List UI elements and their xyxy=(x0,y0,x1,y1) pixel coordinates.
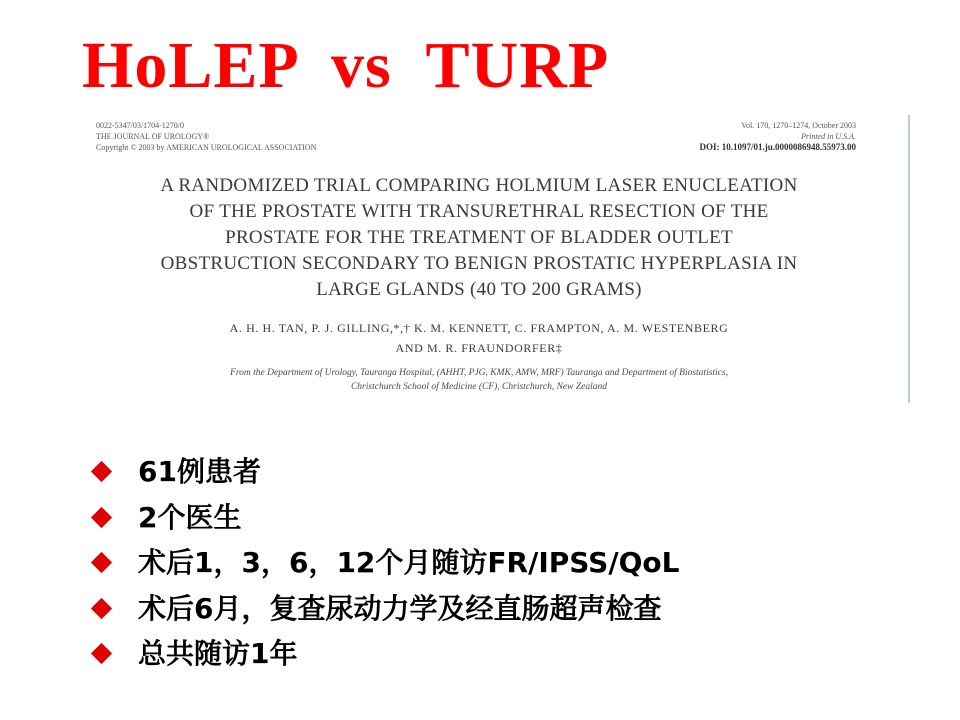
journal-name: THE JOURNAL OF UROLOGY® xyxy=(96,132,210,141)
volume-line: Vol. 170, 1270–1274, October 2003 xyxy=(741,121,856,130)
affiliation-line: From the Department of Urology, Tauranga Hospital, (AHHT, PJG, KMK, AMW, MRF) Tauranga and Department of Biostatistics, xyxy=(230,368,728,378)
paper-header-image xyxy=(48,115,910,403)
diamond-bullet-icon xyxy=(91,506,112,527)
paper-title xyxy=(78,173,880,303)
bullet-text: 总共随访1年 xyxy=(138,637,298,670)
paper-affiliation xyxy=(88,366,870,394)
diamond-bullet-icon xyxy=(91,597,112,618)
diamond-bullet-icon xyxy=(91,461,112,482)
affiliation-line: Christchurch School of Medicine (CF), Christchurch, New Zealand xyxy=(350,382,608,392)
bullet-item xyxy=(92,540,679,586)
slide-title: HoLEP vs TURP xyxy=(82,29,610,102)
paper-title-line: OBSTRUCTION SECONDARY TO BENIGN PROSTATIC HYPERPLASIA IN xyxy=(160,253,798,274)
diamond-bullet-icon xyxy=(91,643,112,664)
copyright-line: Copyright © 2003 by AMERICAN UROLOGICAL ASSOCIATION xyxy=(96,143,317,152)
doi-line: DOI: 10.1097/01.ju.0000086948.55973.00 xyxy=(699,142,856,152)
paper-authors xyxy=(78,318,880,358)
author-line: A. H. H. TAN, P. J. GILLING,*,† K. M. KENNETT, C. FRAMPTON, A. M. WESTENBERG xyxy=(229,321,729,335)
author-line: AND M. R. FRAUNDORFER‡ xyxy=(395,341,563,355)
paper-title-line: A RANDOMIZED TRIAL COMPARING HOLMIUM LASER ENUCLEATION xyxy=(160,175,798,196)
paper-title-line: OF THE PROSTATE WITH TRANSURETHRAL RESECTION OF THE xyxy=(189,201,769,222)
journal-meta xyxy=(96,120,316,153)
bullet-text: 61例患者 xyxy=(138,455,261,488)
bullet-list xyxy=(92,449,679,677)
volume-meta xyxy=(699,120,856,153)
bullet-text: 2个医生 xyxy=(138,500,242,534)
bullet-item xyxy=(92,495,679,541)
bullet-text: 术后6月，复查尿动力学及经直肠超声检查 xyxy=(138,591,662,625)
paper-title-line: LARGE GLANDS (40 TO 200 GRAMS) xyxy=(316,279,642,300)
bullet-item xyxy=(92,449,679,495)
paper-title-line: PROSTATE FOR THE TREATMENT OF BLADDER OUTLET xyxy=(225,227,733,248)
bullet-item xyxy=(92,586,679,632)
bullet-text: 术后1，3，6，12个月随访FR/IPSS/QoL xyxy=(138,546,680,579)
bullet-item xyxy=(92,631,679,677)
printed-line: Printed in U.S.A. xyxy=(801,132,856,141)
diamond-bullet-icon xyxy=(91,552,112,573)
issn-line: 0022-5347/03/1704-1270/0 xyxy=(96,121,184,130)
